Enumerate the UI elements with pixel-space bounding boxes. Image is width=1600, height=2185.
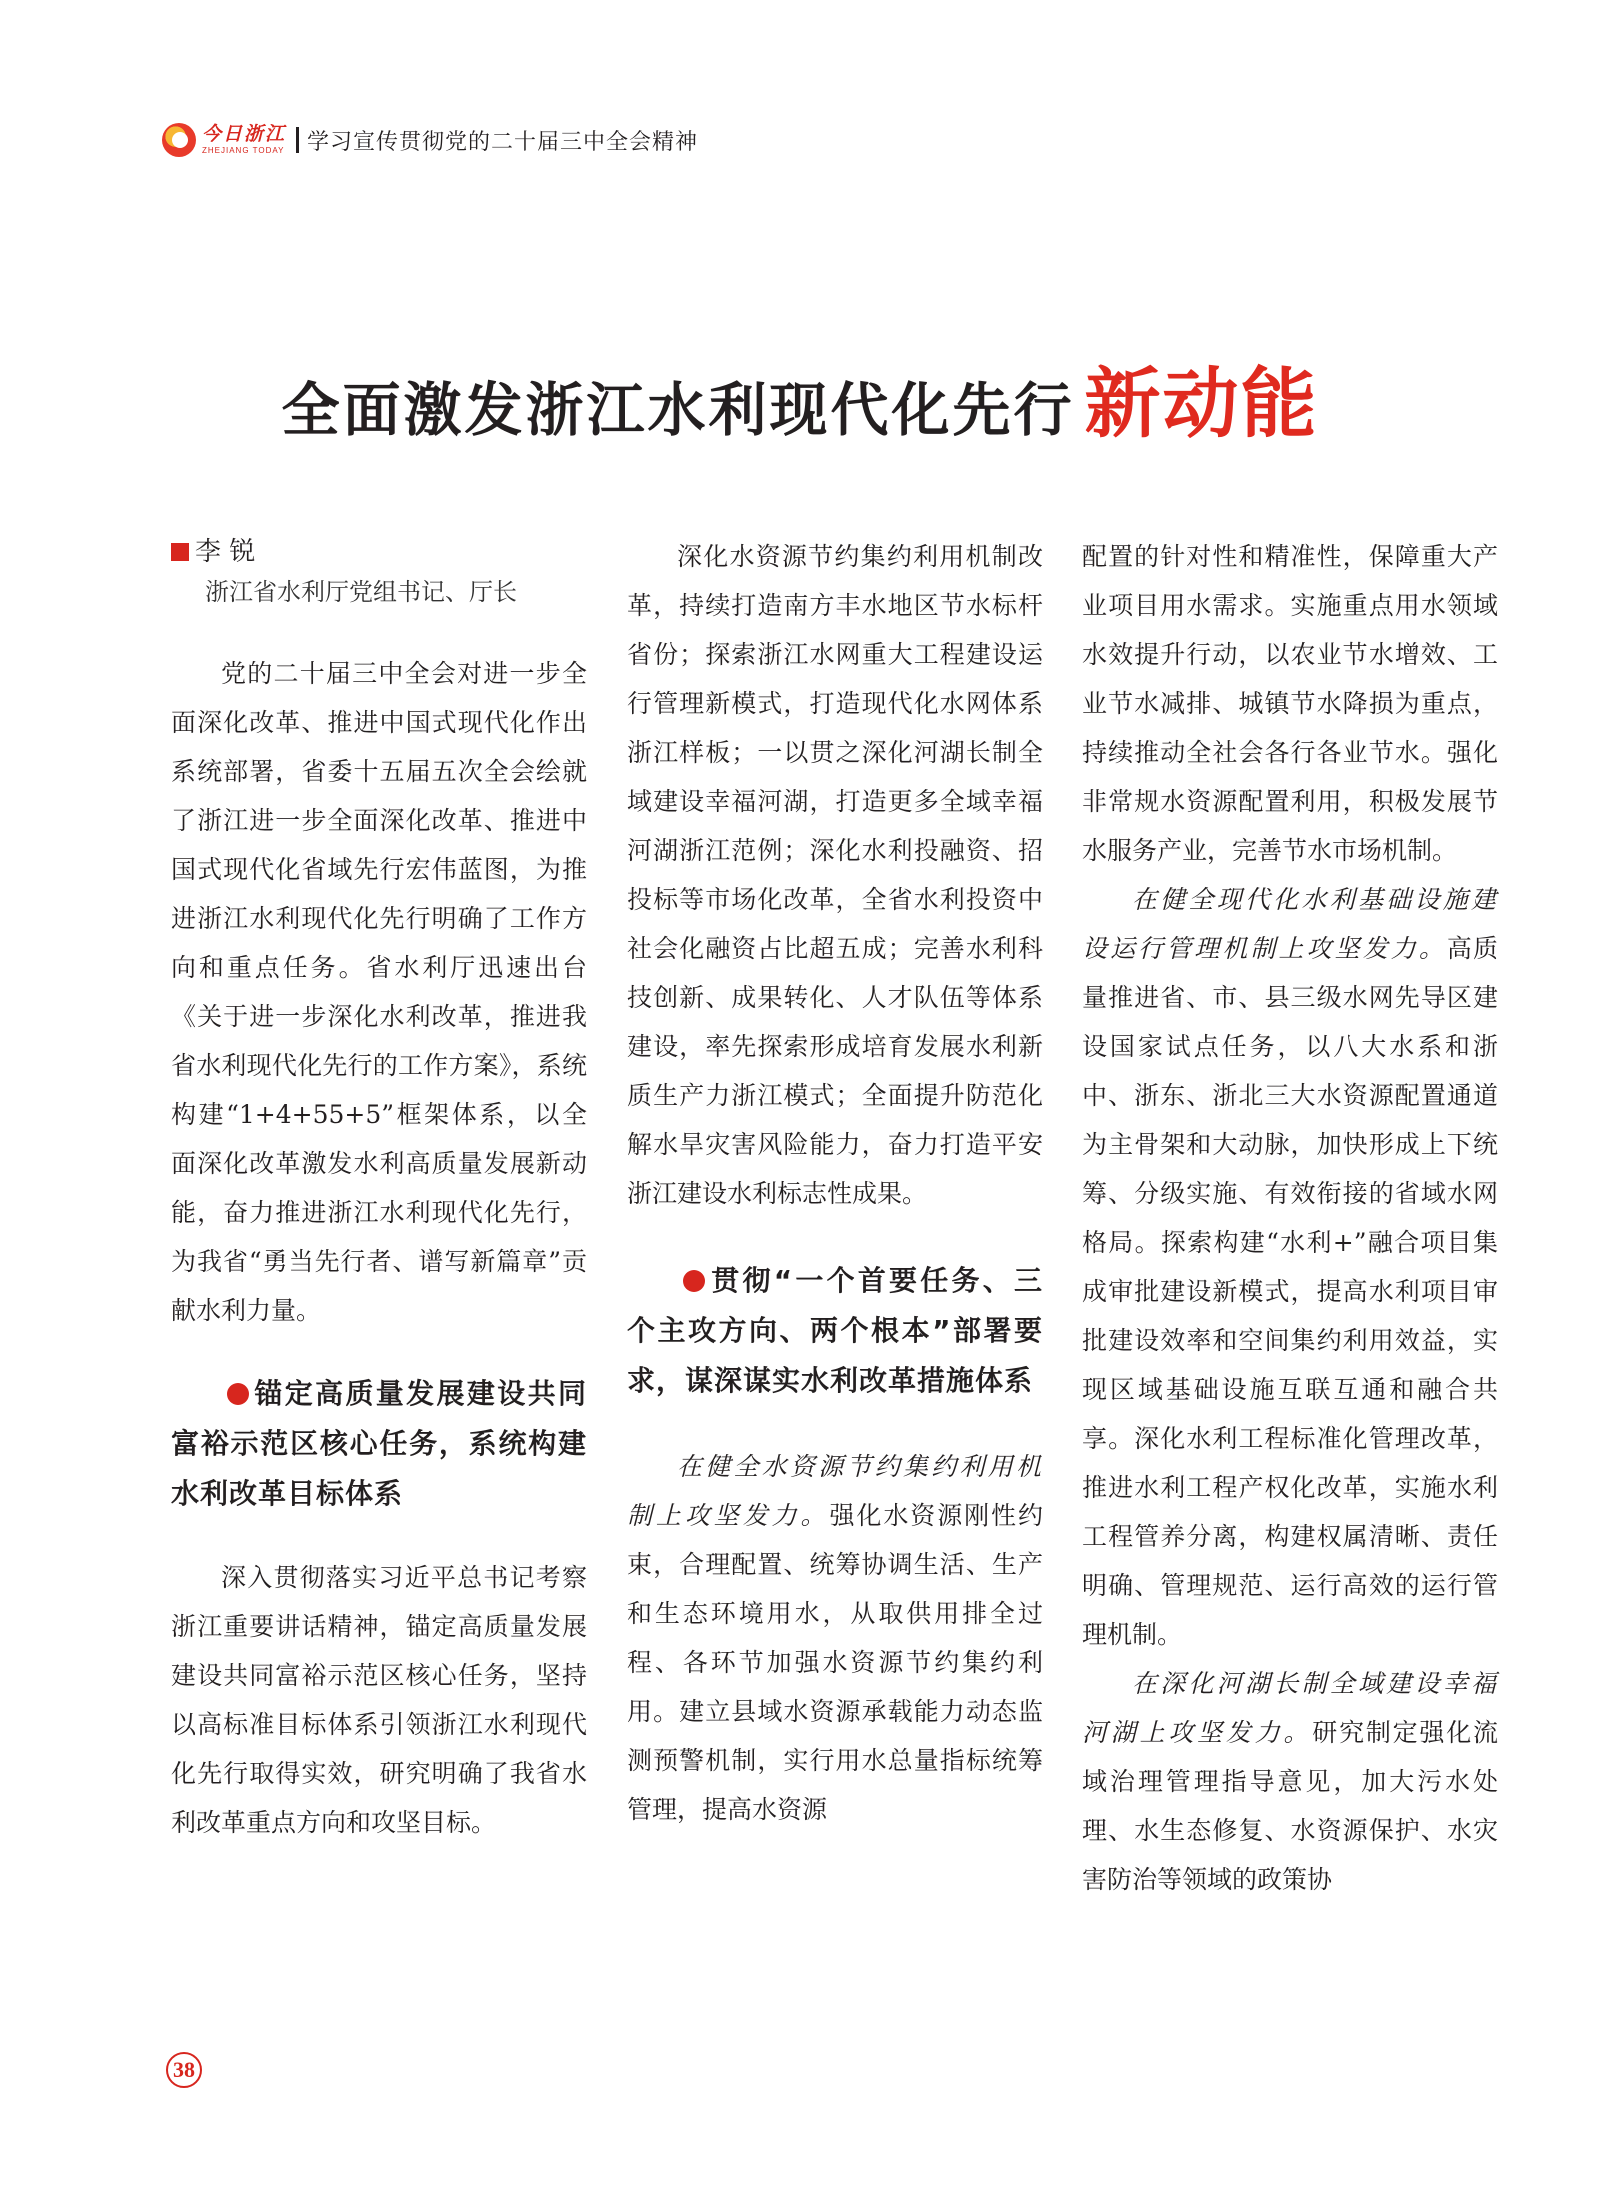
page-header	[162, 120, 698, 160]
article-column-2	[627, 532, 1043, 1834]
body-paragraph: 深入贯彻落实习近平总书记考察浙江重要讲话精神，锚定高质量发展建设共同富裕示范区核心任务，坚持以高标准目标体系引领浙江水利现代化先行取得实效，研究明确了我省水利改革重点方向和攻坚目标。	[171, 1563, 587, 1837]
author-name: 李 锐	[195, 537, 256, 567]
author-marker-icon	[171, 543, 189, 561]
headline-main: 全面激发浙江水利现代化先行	[281, 376, 1075, 444]
body-paragraph	[1082, 875, 1498, 1659]
heading-bullet-icon	[227, 1383, 249, 1405]
publication-logo	[162, 123, 286, 157]
author-title: 浙江省水利厅党组书记、厅长	[205, 578, 517, 606]
paragraph-lead-in: 在健全现代化水利基础设施建设运行管理机制上攻坚发力。	[1082, 885, 1498, 963]
page-number: 38	[166, 2052, 202, 2088]
section-heading-1	[171, 1369, 587, 1519]
article-column-3	[1082, 532, 1498, 1904]
section-heading-2-text: 贯彻“一个首要任务、三个主攻方向、两个根本”部署要求，谋深谋实水利改革措施体系	[627, 1264, 1043, 1397]
intro-paragraph: 党的二十届三中全会对进一步全面深化改革、推进中国式现代化作出系统部署，省委十五届五次全会绘就了浙江进一步全面深化改革、推进中国式现代化省域先行宏伟蓝图，为推进浙江水利现代化先行明确了工作方向和重点任务。省水利厅迅速出台《关于进一步深化水利改革，推进我省水利现代化先行的工作方案》，系统构建“1+4+55+5”框架体系，以全面深化改革激发水利高质量发展新动能，奋力推进浙江水利现代化先行，为我省“勇当先行者、谱写新篇章”贡献水利力量。	[171, 659, 587, 1325]
paragraph-body: 高质量推进省、市、县三级水网先导区建设国家试点任务，以八大水系和浙中、浙东、浙北三大水资源配置通道为主骨架和大动脉，加快形成上下统筹、分级实施、有效衔接的省域水网格局。探索构建“水利+”融合项目集成审批建设新模式，提高水利项目审批建设效率和空间集约利用效益，实现区域基础设施互联互通和融合共享。深化水利工程标准化管理改革，推进水利工程产权化改革，实施水利工程管养分离，构建权属清晰、责任明确、管理规范、运行高效的运行管理机制。	[1082, 934, 1498, 1649]
section-title: 学习宣传贯彻党的二十届三中全会精神	[307, 129, 699, 155]
headline-accent: 新动能	[1084, 359, 1319, 448]
logo-name: 今日浙江	[202, 123, 287, 145]
body-paragraph	[627, 1442, 1043, 1834]
logo-subtitle: ZHEJIANG TODAY	[202, 146, 285, 155]
article-headline	[0, 343, 1600, 452]
heading-bullet-icon	[683, 1270, 705, 1292]
paragraph-body: 强化水资源刚性约束，合理配置、统筹协调生活、生产和生态环境用水，从取供用排全过程、各环节加强水资源节约集约利用。建立县域水资源承载能力动态监测预警机制，实行用水总量指标统筹管理，提高水资源	[627, 1501, 1043, 1824]
body-paragraph	[1082, 1659, 1498, 1904]
header-divider	[296, 127, 299, 153]
author-byline	[171, 532, 587, 572]
body-paragraph: 深化水资源节约集约利用机制改革，持续打造南方丰水地区节水标杆省份；探索浙江水网重大工程建设运行管理新模式，打造现代化水网体系浙江样板；一以贯之深化河湖长制全域建设幸福河湖，打造更多全域幸福河湖浙江范例；深化水利投融资、招投标等市场化改革，全省水利投资中社会化融资占比超五成；完善水利科技创新、成果转化、人才队伍等体系建设，率先探索形成培育发展水利新质生产力浙江模式；全面提升防范化解水旱灾害风险能力，奋力打造平安浙江建设水利标志性成果。	[627, 542, 1043, 1208]
section-heading-2	[627, 1256, 1043, 1406]
paragraph-lead-in: 在深化河湖长制全域建设幸福河湖上攻坚发力。	[1082, 1669, 1498, 1747]
logo-mark-icon	[162, 123, 196, 157]
section-heading-1-text: 锚定高质量发展建设共同富裕示范区核心任务，系统构建水利改革目标体系	[171, 1377, 587, 1510]
body-paragraph: 配置的针对性和精准性，保障重大产业项目用水需求。实施重点用水领域水效提升行动，以农业节水增效、工业节水减排、城镇节水降损为重点，持续推动全社会各行各业节水。强化非常规水资源配置利用，积极发展节水服务产业，完善节水市场机制。	[1082, 542, 1498, 865]
paragraph-body: 研究制定强化流域治理管理指导意见，加大污水处理、水生态修复、水资源保护、水灾害防治等领域的政策协	[1082, 1718, 1498, 1894]
paragraph-lead-in: 在健全水资源节约集约利用机制上攻坚发力。	[627, 1452, 1043, 1530]
article-column-1	[171, 532, 587, 1847]
